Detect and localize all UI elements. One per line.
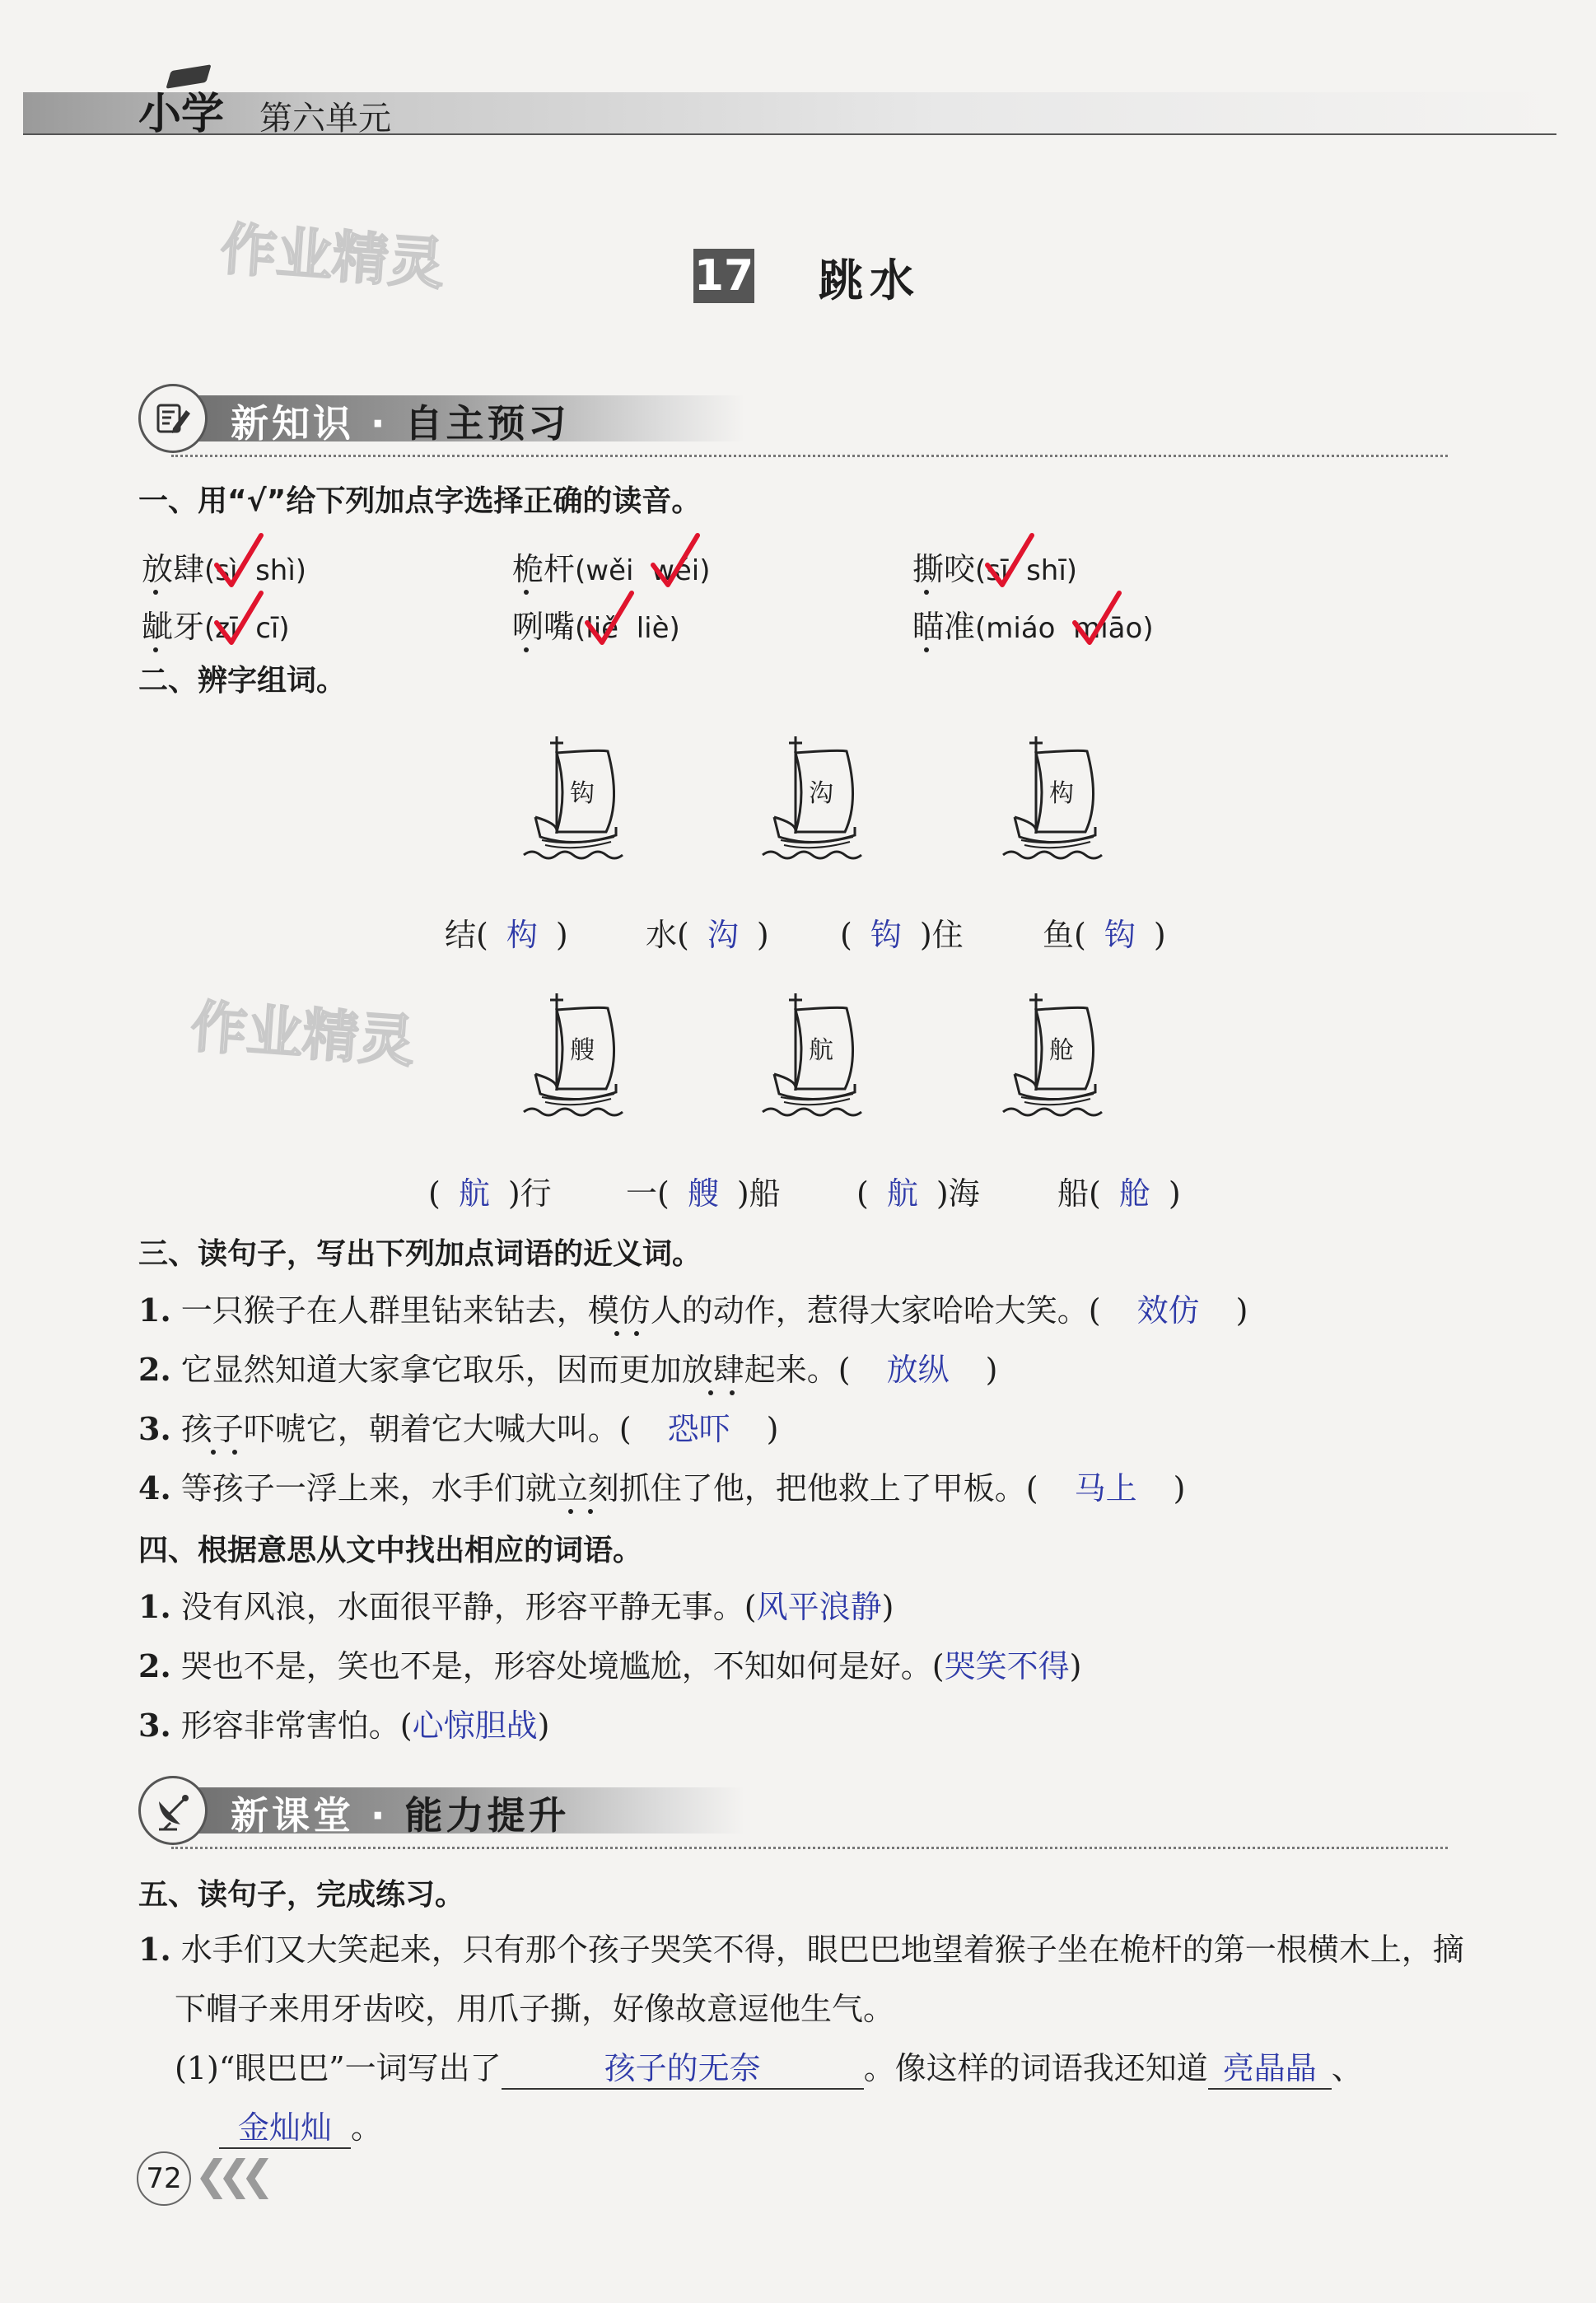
answer-field[interactable]: 效仿 [1136, 1292, 1200, 1329]
word-group-item [840, 909, 964, 955]
word-group-prefix: 船( [1057, 1175, 1101, 1212]
question-1-title: 一、用“√”给下列加点字选择正确的读音。 [138, 484, 702, 518]
emphasis-dot [708, 1390, 713, 1395]
word-group-prefix: 结( [445, 917, 488, 953]
lesson-title: 跳水 [819, 254, 921, 306]
word-group-item [646, 909, 769, 955]
pinyin-option[interactable]: miáo [986, 612, 1056, 645]
pinyin-option[interactable]: shī [1026, 554, 1066, 587]
watermark: 作业精灵 [189, 994, 418, 1076]
check-mark-icon [212, 532, 264, 591]
q5-sentence-line2: 下帽子来用牙齿咬，用爪子撕，好像故意逗他生气。 [175, 1991, 895, 2027]
question-4-title: 四、根据意思从文中找出相应的词语。 [138, 1534, 643, 1567]
emphasis-dot [924, 590, 929, 595]
pinyin-item-word: 龇牙 [142, 609, 205, 645]
emphasis-dot [568, 1509, 573, 1514]
word-group-suffix: )船 [736, 1175, 781, 1212]
answer-field[interactable]: 钩 [870, 917, 902, 953]
check-mark-icon [648, 532, 701, 591]
q5-subquestion-1 [175, 2043, 1363, 2090]
boat [756, 992, 871, 1123]
paren-open: ( [975, 612, 987, 645]
answer-field[interactable]: 亮晶晶 [1208, 2043, 1332, 2090]
pinyin-item [142, 544, 306, 589]
q5-sub-separator: 、 [1331, 2050, 1363, 2086]
answer-field[interactable]: 孩子的无奈 [502, 2043, 864, 2090]
emphasis-dot [730, 1390, 735, 1395]
word-group-suffix: )海 [936, 1175, 980, 1212]
word-group-item [445, 909, 568, 955]
boat-character: 舱 [1049, 1036, 1074, 1065]
emphasis-dot [153, 647, 158, 652]
word-group-suffix: )住 [919, 917, 964, 953]
item-close: ) [1069, 1648, 1082, 1684]
word-group-suffix: ) [555, 917, 568, 953]
boat-character: 艘 [570, 1036, 595, 1065]
word-group-item [428, 1168, 552, 1213]
word-group-prefix: ( [856, 1175, 869, 1212]
watermark: 作业精灵 [218, 217, 447, 298]
pinyin-item-word: 咧嘴 [512, 609, 576, 645]
paren-open: ( [204, 612, 216, 645]
word-group-suffix: ) [1153, 917, 1166, 953]
boat [756, 735, 871, 867]
emphasis-dot [614, 1331, 619, 1336]
answer-field[interactable]: 舱 [1118, 1175, 1150, 1212]
check-mark-icon [1070, 590, 1122, 649]
item-number: 1. [138, 1292, 171, 1329]
item-text: 哭也不是，笑也不是，形容处境尴尬，不知如何是好。( [180, 1648, 945, 1684]
item-close: ) [537, 1707, 550, 1744]
answer-field[interactable]: 构 [506, 917, 538, 953]
satellite-dish-icon [138, 1776, 208, 1845]
check-mark-icon [982, 532, 1035, 591]
synonym-item [138, 1404, 778, 1449]
paren-open: ( [204, 554, 216, 587]
answer-field[interactable]: 艘 [687, 1175, 719, 1212]
pinyin-item [512, 544, 711, 589]
paren-close: ) [295, 554, 307, 587]
answer-field[interactable]: 马上 [1074, 1470, 1137, 1507]
q5-subquestion-1-cont [219, 2102, 382, 2149]
emphasis-dot [924, 647, 929, 652]
q5-sub-prefix: (1)“眼巴巴”一词写出了 [175, 2050, 502, 2086]
q5-sub-middle: 。像这样的词语我还知道 [863, 2050, 1208, 2086]
paren-close: ) [1066, 554, 1078, 587]
page-number: 72 [137, 2151, 191, 2206]
emphasis-dot [153, 590, 158, 595]
q5-sentence-line1 [138, 1924, 1464, 1969]
boat [517, 735, 632, 867]
pinyin-item [912, 601, 1154, 647]
question-3-title: 三、读句子，写出下列加点词语的近义词。 [138, 1237, 702, 1271]
pinyin-item-word: 放肆 [142, 551, 205, 587]
pinyin-item [142, 601, 290, 647]
item-close: ) [985, 1352, 998, 1388]
question-5-title: 五、读句子，完成练习。 [138, 1878, 465, 1912]
paren-open: ( [575, 554, 586, 587]
pinyin-option[interactable]: wěi [586, 554, 634, 587]
answer-field[interactable]: 金灿灿 [219, 2102, 351, 2149]
item-close: ) [1173, 1470, 1186, 1507]
pinyin-option[interactable]: liè [636, 612, 670, 645]
answer-field[interactable]: 风平浪静 [756, 1589, 882, 1625]
pinyin-option[interactable]: zī [215, 612, 238, 645]
answer-field[interactable]: 航 [458, 1175, 490, 1212]
item-number: 2. [138, 1351, 171, 1388]
section-banner-practice [138, 1776, 1423, 1843]
section-label-sep: · [371, 1793, 389, 1838]
word-group-suffix: ) [756, 917, 769, 953]
q5-line1-text: 水手们又大笑起来，只有那个孩子哭笑不得，眼巴巴地望着猴子坐在桅杆的第一根横木上，摘 [180, 1932, 1464, 1968]
check-mark-icon [582, 590, 635, 649]
word-group-suffix: ) [1168, 1175, 1181, 1212]
pinyin-item-word: 撕咬 [912, 551, 976, 587]
pencil-note-icon [138, 384, 208, 453]
paren-close: ) [669, 612, 680, 645]
section-label-main: 新课堂 [231, 1793, 354, 1838]
header-band [23, 92, 1555, 135]
pinyin-option[interactable]: liě [586, 612, 619, 645]
meaning-item [138, 1581, 894, 1627]
item-text: 等孩子一浮上来，水手们就立刻抓住了他，把他救上了甲板。( [180, 1470, 1038, 1507]
answer-field[interactable]: 哭笑不得 [944, 1648, 1070, 1684]
pinyin-item [912, 544, 1077, 589]
pinyin-item-word: 桅杆 [512, 551, 576, 587]
word-group-prefix: ( [840, 917, 852, 953]
check-mark-icon [212, 590, 264, 649]
answer-field[interactable]: 钩 [1104, 917, 1136, 953]
item-text: 孩子吓唬它，朝着它大喊大叫。( [180, 1411, 632, 1447]
item-number: 3. [138, 1707, 171, 1744]
synonym-item [138, 1285, 1248, 1330]
paren-close: ) [699, 554, 711, 587]
pinyin-option[interactable]: wéi [651, 554, 700, 587]
item-close: ) [1235, 1292, 1248, 1329]
answer-field[interactable]: 航 [886, 1175, 918, 1212]
answer-field[interactable]: 心惊胆战 [412, 1707, 538, 1744]
section-banner-preview [138, 384, 1423, 451]
emphasis-dot [211, 1450, 216, 1455]
header-logo: 小学 [138, 90, 225, 139]
word-group-item [856, 1168, 980, 1213]
item-close: ) [766, 1411, 779, 1447]
paren-open: ( [975, 554, 987, 587]
answer-field[interactable]: 沟 [707, 917, 739, 953]
pinyin-item-word: 瞄准 [912, 609, 976, 645]
item-close: ) [881, 1589, 894, 1625]
pinyin-option[interactable]: miāo [1073, 612, 1143, 645]
q5-sub-end: 。 [351, 2109, 383, 2146]
emphasis-dot [588, 1509, 593, 1514]
word-group-prefix: 一( [626, 1175, 670, 1212]
section-label-sep: · [371, 401, 389, 446]
item-number: 3. [138, 1410, 171, 1447]
synonym-item [138, 1344, 997, 1390]
boat-character: 钩 [570, 779, 595, 808]
boat [517, 992, 632, 1123]
pinyin-option[interactable]: sì [215, 554, 238, 587]
emphasis-dot [634, 1331, 639, 1336]
word-group-prefix: 鱼( [1043, 917, 1086, 953]
word-group-item [1043, 909, 1166, 955]
header-rule [23, 133, 1556, 135]
answer-field[interactable]: 放纵 [886, 1352, 950, 1388]
pinyin-option[interactable]: shì [255, 554, 296, 587]
meaning-item [138, 1700, 549, 1745]
boat-character: 航 [809, 1036, 833, 1065]
boat-character: 构 [1049, 779, 1074, 808]
boat [996, 992, 1112, 1123]
emphasis-dot [524, 590, 529, 595]
lesson-number: 17 [693, 249, 754, 303]
unit-title: 第六单元 [259, 100, 391, 138]
word-group-item [626, 1168, 781, 1213]
word-group-item [1057, 1168, 1181, 1213]
word-group-prefix: 水( [646, 917, 689, 953]
synonym-item [138, 1463, 1185, 1508]
boat-character: 沟 [809, 779, 833, 808]
pinyin-item [512, 601, 680, 647]
question-2-title: 二、辨字组词。 [138, 664, 347, 698]
meaning-item [138, 1641, 1081, 1686]
word-group-prefix: ( [428, 1175, 441, 1212]
item-text: 一只猴子在人群里钻来钻去，模仿人的动作，惹得大家哈哈大笑。( [180, 1292, 1101, 1329]
q5-number: 1. [138, 1931, 171, 1968]
word-group-suffix: )行 [507, 1175, 552, 1212]
item-number: 4. [138, 1469, 171, 1507]
pinyin-option[interactable]: cī [255, 612, 279, 645]
emphasis-dot [524, 647, 529, 652]
paren-close: ) [278, 612, 290, 645]
boat [996, 735, 1112, 867]
item-number: 2. [138, 1647, 171, 1684]
item-text: 它显然知道大家拿它取乐，因而更加放肆起来。( [180, 1352, 851, 1388]
item-text: 形容非常害怕。( [180, 1707, 413, 1744]
item-text: 没有风浪，水面很平静，形容平静无事。( [180, 1589, 757, 1625]
section-label-main: 新知识 [231, 401, 354, 446]
section-label-sub: 能力提升 [404, 1793, 570, 1838]
paren-open: ( [575, 612, 586, 645]
section-label-sub: 自主预习 [404, 401, 570, 446]
item-number: 1. [138, 1588, 171, 1625]
pinyin-option[interactable]: sī [986, 554, 1009, 587]
paren-close: ) [1142, 612, 1154, 645]
chevrons-icon: ❮❮❮ [194, 2151, 264, 2199]
answer-field[interactable]: 恐吓 [667, 1411, 730, 1447]
emphasis-dot [232, 1450, 237, 1455]
